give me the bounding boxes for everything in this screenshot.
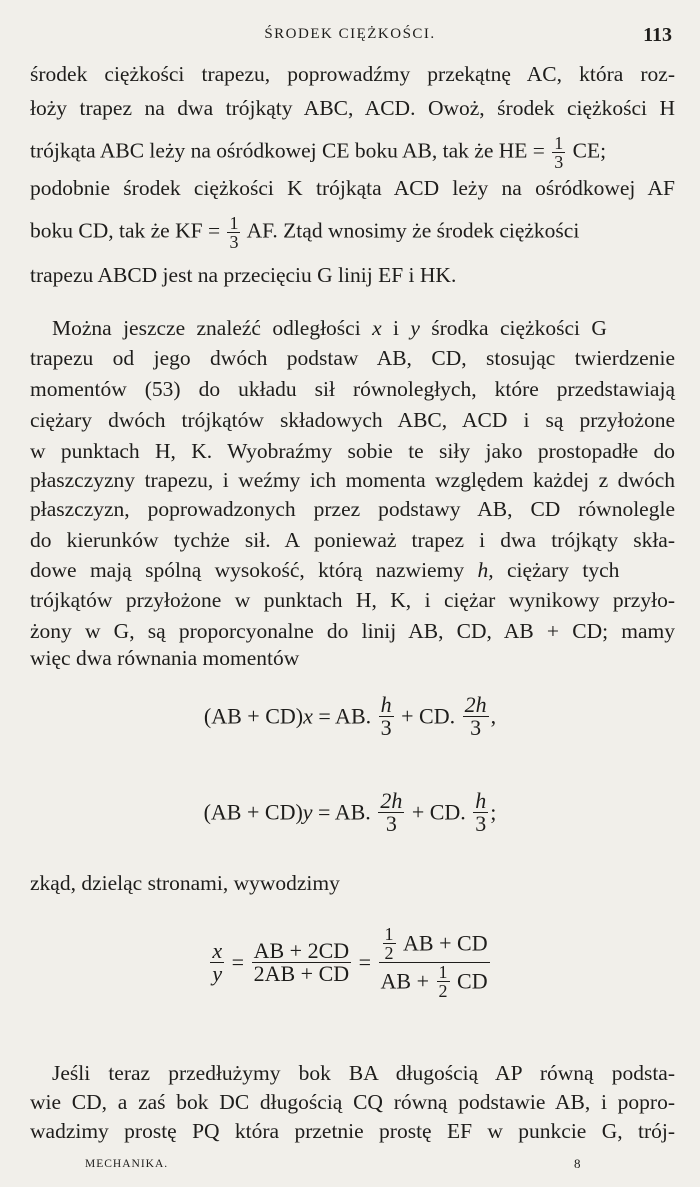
fraction-denominator: 2AB + CD <box>253 961 350 986</box>
eq-term: (AB + CD) <box>203 799 303 825</box>
fraction-numerator: h <box>475 788 487 813</box>
fraction <box>379 925 490 1000</box>
text-segment: środka ciężkości G <box>431 316 607 340</box>
text-line: łoży trapez na dwa trójkąty ABC, ACD. Owoż, środek ciężkości H <box>30 96 675 120</box>
text-segment: trójkąta ABC leży na ośródkowej CE boku AB, tak że HE = <box>30 138 545 163</box>
text-line: podobnie środek ciężkości K trójkąta ACD leży na ośródkowej AF <box>30 176 675 200</box>
fraction <box>437 963 450 1000</box>
text-line: płaszczyzny trapezu, i weźmy ich momenta względem każdej z dwóch <box>30 468 675 492</box>
equation-ratio <box>0 925 700 1000</box>
eq-term: CD <box>457 968 488 994</box>
eq-term: , <box>490 703 497 729</box>
text-line: trójkątów przyłożone w punktach H, K, i ciężar wynikowy przyło- <box>30 588 675 612</box>
equation-moment-x <box>0 694 700 739</box>
fraction-denominator: 3 <box>475 811 487 836</box>
text-segment: dowe mają spólną wysokość, którą nazwiemy <box>30 558 465 582</box>
page-number: 113 <box>643 24 672 46</box>
running-title: ŚRODEK CIĘŻKOŚCI. <box>264 26 436 42</box>
text-line: żony w G, są proporcyonalne do linij AB, CD, AB + CD; mamy <box>30 619 675 643</box>
text-line: momentów (53) do układu sił równoległych, które przedstawiają <box>30 377 675 401</box>
fraction-numerator: h <box>380 692 392 717</box>
eq-term: ; <box>490 799 497 825</box>
text-line: płaszczyzn, poprowadzonych przez podstawy AB, CD równolegle <box>30 497 675 521</box>
fraction-denominator <box>379 963 490 1000</box>
fraction-denominator: 3 <box>380 715 392 740</box>
fraction-numerator: 1 <box>384 924 394 944</box>
text-segment: Można jeszcze znaleźć odległości <box>52 316 361 340</box>
fraction <box>378 790 404 835</box>
variable-h: h, <box>477 558 494 582</box>
text-line: trapezu od jego dwóch podstaw AB, CD, stosując twierdzenie <box>30 346 675 370</box>
fraction-denominator: 2 <box>384 943 394 963</box>
text-line: do kierunków tychże sił. A ponieważ trapez i dwa trójkąty skła- <box>30 528 675 552</box>
fraction-numerator: 1 <box>554 133 564 153</box>
text-line <box>30 556 675 584</box>
text-line: Jeśli teraz przedłużymy bok BA długością AP równą podsta- <box>52 1061 675 1085</box>
fraction-denominator: 3 <box>470 715 482 740</box>
fraction <box>210 940 224 985</box>
text-line: środek ciężkości trapezu, poprowadźmy przekątnę AC, która roz- <box>30 62 675 86</box>
fraction <box>227 214 240 251</box>
fraction-numerator: AB + 2CD <box>253 938 350 963</box>
text-line: zkąd, dzieląc stronami, wywodzimy <box>30 871 340 895</box>
eq-term: + CD. <box>401 703 456 729</box>
fraction-numerator: 2h <box>380 788 403 813</box>
equation-moment-y <box>0 790 700 835</box>
sheet-number: 8 <box>574 1156 581 1171</box>
fraction-denominator: 3 <box>554 152 564 172</box>
fraction <box>552 134 565 171</box>
fraction <box>379 694 394 739</box>
eq-term: = <box>358 949 372 975</box>
text-line <box>30 134 675 171</box>
text-line: w punktach H, K. Wyobraźmy sobie te siły jako prostopadłe do <box>30 439 675 463</box>
text-line <box>52 314 675 342</box>
eq-variable: x <box>303 703 313 729</box>
text-segment: boku CD, tak że KF = <box>30 218 221 243</box>
text-line: wadzimy prostę PQ która przetnie prostę EF w punkcie G, trój- <box>30 1119 675 1143</box>
eq-variable: y <box>302 799 313 825</box>
fraction <box>473 790 488 835</box>
text-line: ciężary dwóch trójkątów składowych ABC, ACD i są przyłożone <box>30 408 675 432</box>
eq-term: AB + <box>380 968 430 994</box>
fraction-denominator: 2 <box>438 981 448 1001</box>
fraction-numerator: 1 <box>229 213 239 233</box>
text-line: wie CD, a zaś bok DC długością CQ równą podstawie AB, i popro- <box>30 1090 675 1114</box>
fraction-denominator: 3 <box>385 811 397 836</box>
eq-term: = AB. <box>318 703 372 729</box>
eq-term: (AB + CD) <box>203 703 304 729</box>
text-segment: ciężary tych <box>506 558 620 582</box>
text-segment: i <box>393 316 399 340</box>
text-line: trapezu ABCD jest na przecięciu G linij EF i HK. <box>30 263 457 287</box>
fraction-denominator: 3 <box>229 232 239 252</box>
text-line <box>30 214 675 251</box>
fraction <box>383 925 396 962</box>
eq-term: = <box>231 949 245 975</box>
variable-y: y <box>410 316 420 340</box>
variable-x: x <box>372 316 382 340</box>
fraction-denominator: y <box>212 961 223 986</box>
eq-term: AB + CD <box>403 930 488 956</box>
eq-term: + CD. <box>411 799 466 825</box>
page-header <box>0 22 700 52</box>
text-segment: AF. Ztąd wnosimy że środek ciężkości <box>246 218 580 243</box>
fraction <box>463 694 489 739</box>
fraction-numerator: 1 <box>438 962 448 982</box>
fraction-numerator <box>379 925 490 963</box>
fraction <box>252 940 352 985</box>
text-line: więc dwa równania momentów <box>30 646 300 670</box>
fraction-numerator: x <box>212 938 223 963</box>
fraction-numerator: 2h <box>464 692 487 717</box>
eq-term: = AB. <box>318 799 371 825</box>
text-segment: CE; <box>572 138 607 163</box>
signature-mark: MECHANIKA. <box>85 1158 169 1170</box>
page-footer <box>0 1158 700 1180</box>
